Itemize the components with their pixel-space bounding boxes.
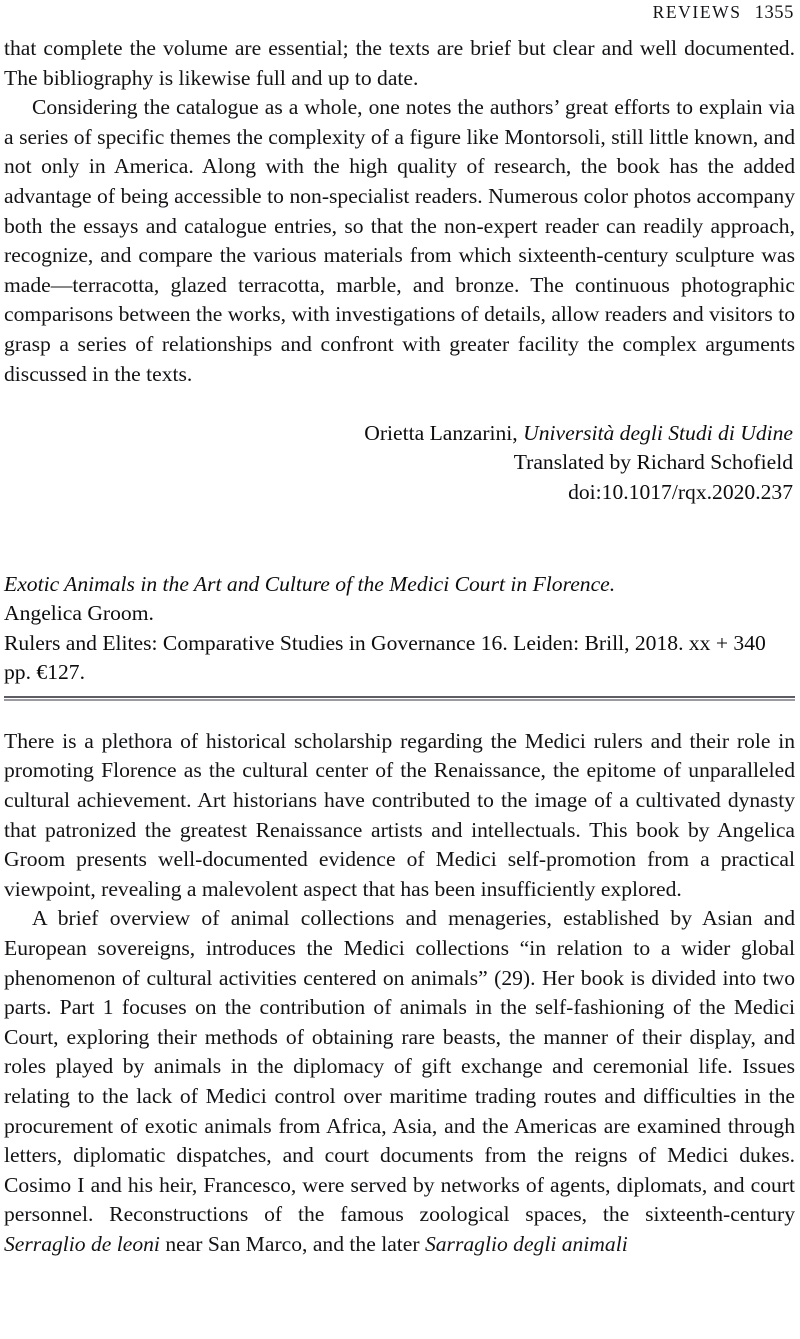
continued-review-text	[4, 34, 795, 389]
review-heading-block	[4, 570, 795, 688]
reviewer-line	[4, 419, 793, 449]
book-imprint: Rulers and Elites: Comparative Studies in Governance 16. Leiden: Brill, 2018. xx + 340 pp. €127.	[4, 630, 766, 685]
translator-line: Translated by Richard Schofield	[513, 450, 793, 475]
review-signature-block	[4, 419, 795, 508]
section-divider-rule	[4, 696, 795, 701]
paragraph-catalogue-overview: Considering the catalogue as a whole, one notes the authors’ great efforts to explain via a series of specific themes the complexity of a figure like Montorsoli, still little known, and not only in America. Along with the high quality of research, the book has the added advantage of being accessible to non-specialist readers. Numerous color photos accompany both the essays and catalogue entries, so that the non-expert reader can readily approach, recognize, and compare the various materials from which sixteenth-century sculpture was made—terracotta, glazed terracotta, marble, and bronze. The continuous photographic comparisons between the works, with investigations of details, allow readers and visitors to grasp a series of relationships and confront with greater facility the complex arguments discussed in the texts.	[4, 95, 795, 386]
reviewer-name: Orietta Lanzarini,	[364, 420, 524, 445]
paragraph-intro: There is a plethora of historical scholarship regarding the Medici rulers and their role in promoting Florence as the cultural center of the Renaissance, the epitome of unparalleled cultural achievement. Art historians have contributed to the image of a cultivated dynasty that patronized the greatest Renaissance artists and intellectuals. This book by Angelica Groom presents well-documented evidence of Medici self-promotion from a practical viewpoint, revealing a malevolent aspect that has been insufficiently explored.	[4, 728, 795, 901]
book-author: Angelica Groom.	[4, 601, 154, 626]
term-serraglio-de-leoni: Serraglio de leoni	[4, 1231, 160, 1256]
doi-line: doi:10.1017/rqx.2020.237	[568, 479, 793, 504]
reviewer-affiliation: Università degli Studi di Udine	[523, 420, 793, 445]
running-head-page-number: 1355	[754, 3, 794, 23]
paragraph-overview-part1: A brief overview of animal collections and menageries, established by Asian and European sovereigns, introduces the Medici collections “in relation to a wider global phenomenon of cultural activities centered on animals” (29). Her book is divided into two parts. Part 1 focuses on the contribution of animals in the self-fashioning of the Medici Court, exploring their methods of obtaining rare beasts, the manner of their display, and roles played by animals in the diplomacy of gift exchange and ceremonial life. Issues relating to the lack of Medici control over maritime trading routes and difficulties in the procurement of exotic animals from Africa, Asia, and the Americas are examined through letters, diplomatic dispatches, and court documents from the reigns of Medici dukes. Cosimo I and his heir, Francesco, were served by networks of agents, diplomats, and court personnel. Reconstructions of the famous zoological spaces, the sixteenth-century	[4, 906, 795, 1227]
running-head-label: REVIEWS	[652, 2, 742, 22]
term-sarraglio-degli-animali: Sarraglio degli animali	[424, 1231, 628, 1256]
new-review-text	[4, 727, 795, 1260]
paragraph-overview-part2: near San Marco, and the later	[159, 1231, 425, 1256]
running-head	[4, 0, 795, 34]
paragraph-continued: that complete the volume are essential; the texts are brief but clear and well documented. The bibliography is likewise full and up to date.	[4, 36, 795, 90]
book-title: Exotic Animals in the Art and Culture of the Medici Court in Florence.	[4, 571, 616, 596]
paragraph-overview	[4, 904, 795, 1259]
